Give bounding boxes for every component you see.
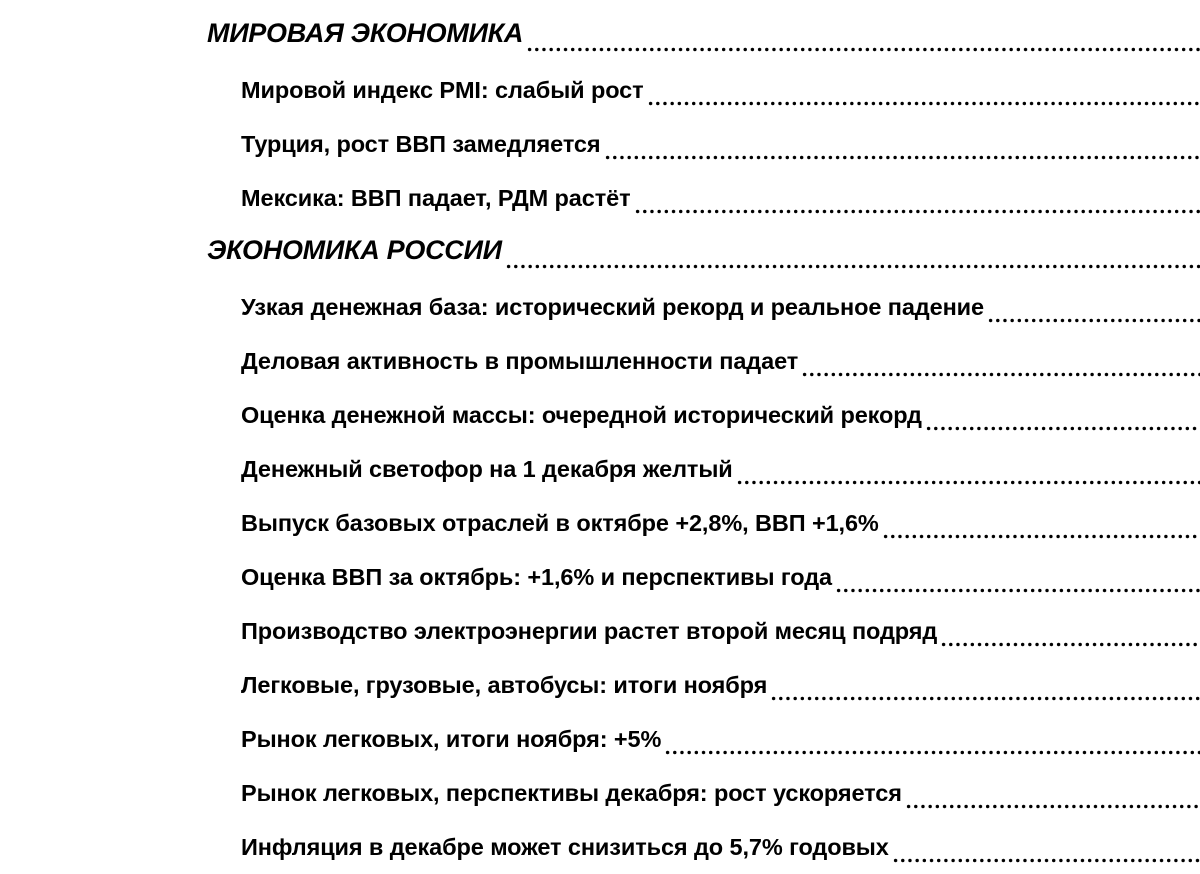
toc-item-title: Мексика: ВВП падает, РДМ растёт xyxy=(241,185,631,211)
toc-item[interactable] xyxy=(241,557,1200,597)
toc-item-title: Выпуск базовых отраслей в октябре +2,8%, ВВП +1,6% xyxy=(241,510,879,536)
dot-leader xyxy=(664,719,1200,759)
dot-leader xyxy=(505,232,1200,272)
toc-item[interactable] xyxy=(241,341,1200,381)
toc-item-title: Инфляция в декабре может снизиться до 5,7% годовых xyxy=(241,834,889,860)
dot-leader xyxy=(736,449,1200,489)
toc-section-title: ЭКОНОМИКА РОССИИ xyxy=(207,235,502,265)
toc-item-title: Узкая денежная база: исторический рекорд и реальное падение xyxy=(241,294,985,320)
dot-leader xyxy=(940,611,1200,651)
toc-item-title: Деловая активность в промышленности падает xyxy=(241,348,799,374)
dot-leader xyxy=(925,395,1200,435)
toc-item[interactable] xyxy=(241,178,1200,218)
toc-item-title: Турция, рост ВВП замедляется xyxy=(241,131,601,157)
toc-item-title: Рынок легковых, итоги ноября: +5% xyxy=(241,726,662,752)
dot-leader xyxy=(987,287,1200,327)
toc-item-title: Денежный светофор на 1 декабря желтый xyxy=(241,456,733,482)
dot-leader xyxy=(835,557,1200,597)
toc-item-title: Легковые, грузовые, автобусы: итоги ноября xyxy=(241,672,768,698)
toc-item[interactable] xyxy=(241,449,1200,489)
toc-item-title: Рынок легковых, перспективы декабря: рост ускоряется xyxy=(241,780,902,806)
toc-section-title: МИРОВАЯ ЭКОНОМИКА xyxy=(207,18,524,48)
toc-item[interactable] xyxy=(241,611,1200,651)
dot-leader xyxy=(905,773,1200,813)
toc-section-world-economy[interactable] xyxy=(207,15,1200,55)
toc-item[interactable] xyxy=(241,287,1200,327)
dot-leader xyxy=(892,827,1200,867)
toc-item[interactable] xyxy=(241,773,1200,813)
toc-item[interactable] xyxy=(241,503,1200,543)
toc-item[interactable] xyxy=(241,70,1200,110)
toc-item[interactable] xyxy=(241,665,1200,705)
dot-leader xyxy=(604,124,1200,164)
toc-item[interactable] xyxy=(241,124,1200,164)
dot-leader xyxy=(647,70,1200,110)
dot-leader xyxy=(801,341,1200,381)
toc-item[interactable] xyxy=(241,827,1200,867)
dot-leader xyxy=(882,503,1200,543)
toc-item[interactable] xyxy=(241,719,1200,759)
dot-leader xyxy=(634,178,1200,218)
toc-item-title: Оценка денежной массы: очередной исторический рекорд xyxy=(241,402,922,428)
dot-leader xyxy=(770,665,1200,705)
toc-item-title: Мировой индекс PMI: слабый рост xyxy=(241,77,644,103)
toc-item-title: Оценка ВВП за октябрь: +1,6% и перспективы года xyxy=(241,564,833,590)
toc-item-title: Производство электроэнергии растет второй месяц подряд xyxy=(241,618,938,644)
dot-leader xyxy=(526,15,1200,55)
toc-item[interactable] xyxy=(241,395,1200,435)
toc-section-russia-economy[interactable] xyxy=(207,232,1200,272)
